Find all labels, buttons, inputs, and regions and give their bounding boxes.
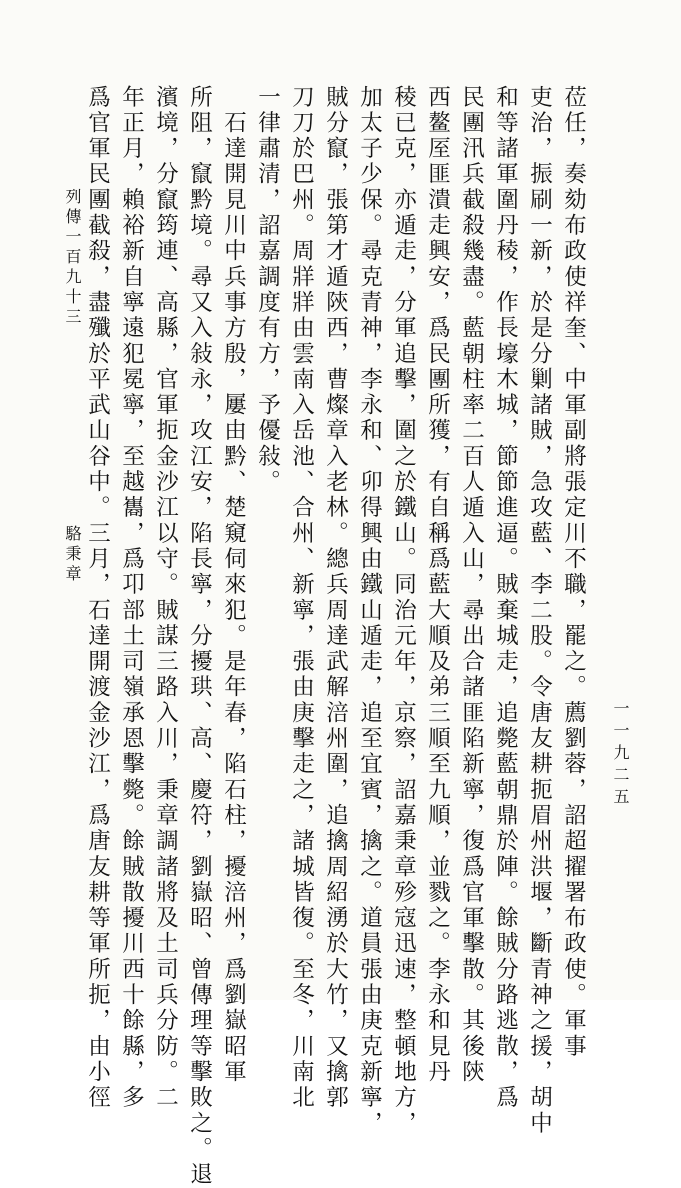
text-column-7: 加太子少保。尋克青神，李永和、卯得興由鐵山遁走，追至宜賓，擒之。道員張由庚克新寧， [356, 85, 383, 1137]
text-column-10: 一律肅清，詔嘉調度有方，予優敍。 [254, 85, 281, 496]
text-column-1: 莅任，奏劾布政使祥奎、中軍副將張定川不職，罷之。薦劉蓉，詔超擢署布政使。軍事 [560, 85, 587, 1060]
text-column-13: 濱境，分竄筠連、高縣，官軍扼金沙江以守。賊謀三路入川，秉章調諸將及土司兵分防。二 [152, 85, 179, 1111]
page-number: 一一九二五 [611, 700, 630, 810]
text-column-14: 年正月，賴裕新自寧遠犯冕寧，至越巂，爲卭部土司嶺承恩擊斃。餘賊散擾川西十餘縣，多 [118, 85, 145, 1111]
text-column-8: 賊分竄，張第才遁陝西，曹燦章入老林。總兵周達武解涪州圍，追擒周紹湧於大竹，又擒郭 [322, 85, 349, 1111]
text-column-11: 石達開見川中兵事方殷，屢由黔、楚窺伺來犯。是年春，陷石柱，擾涪州，爲劉嶽昭軍 [220, 85, 247, 1086]
text-column-12: 所阻，竄黔境。尋又入敍永，攻江安，陷長寧，分擾珙、高、慶符，劉嶽昭、曾傳理等擊敗之。退 [186, 85, 213, 1188]
text-column-15: 爲官軍民團截殺，盡殲於平武山谷中。三月，石達開渡金沙江，爲唐友耕等軍所扼，由小徑 [84, 85, 111, 1111]
text-column-5: 西鳌厔匪潰走興安，爲民團所獲，有自稱爲藍大順及弟三順至九順，並戮之。李永和見丹 [424, 85, 451, 1086]
text-column-6: 稜已克，亦遁走，分軍追擊，圍之於鐵山。同治元年，京察，詔嘉秉章殄寇迅速，整頓地方， [390, 85, 417, 1137]
text-column-2: 吏治，振刷一新，於是分剿諸賊，急攻藍、李二股。令唐友耕扼眉州洪堰，斷青神之援，胡中 [526, 85, 553, 1137]
text-column-4: 民團汛兵截殺幾盡。藍朝柱率二百人遁入山，尋出合諸匪陷新寧，復爲官軍擊散。其後陝 [458, 85, 485, 1086]
chapter-title: 列傳一百九十三 [63, 188, 82, 328]
text-column-3: 和等諸軍圍丹稜，作長壕木城，節節進逼。賊棄城走，追斃藍朝鼎於陣。餘賊分路逃散，爲 [492, 85, 519, 1111]
biography-name: 駱秉章 [63, 525, 82, 585]
text-column-9: 刀刀於巴州。周牂牂由雲南入岳池、合州、新寧，張由庚擊走之，諸城皆復。至冬，川南北 [288, 85, 315, 1111]
